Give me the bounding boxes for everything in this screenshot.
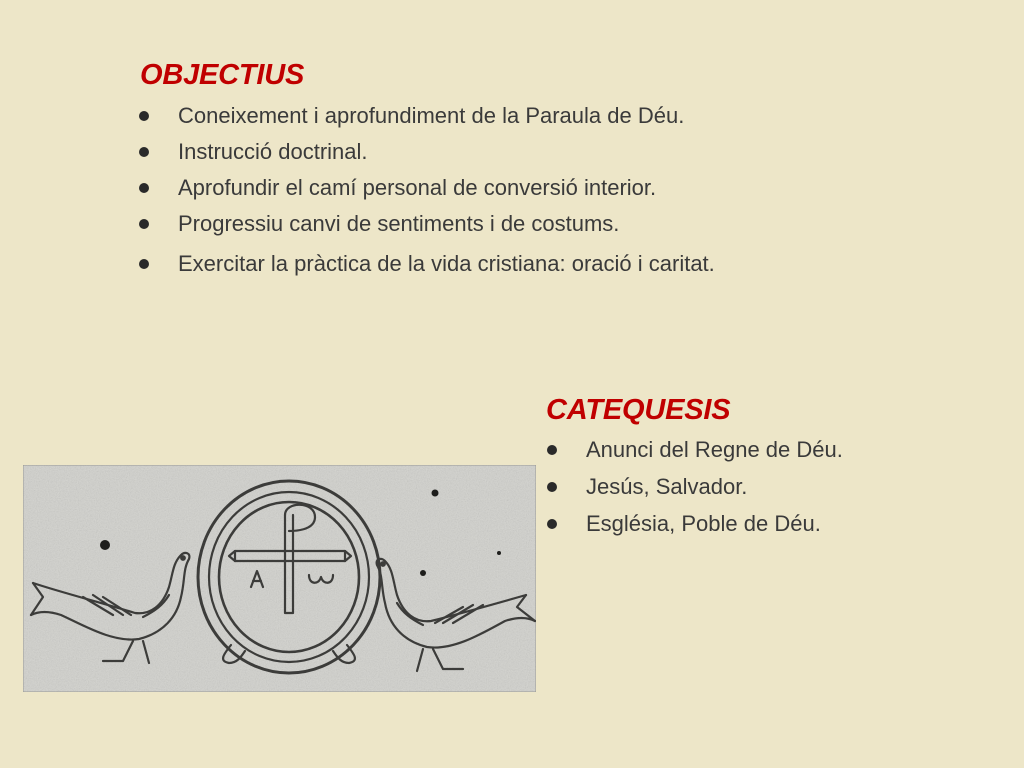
list-item-text: Instrucció doctrinal. — [178, 139, 368, 164]
catequesis-heading: CATEQUESIS — [546, 394, 731, 426]
bullet-icon — [547, 482, 557, 492]
list-item-text: Aprofundir el camí personal de conversió interior. — [178, 175, 657, 200]
list-item-text: Església, Poble de Déu. — [586, 511, 821, 536]
list-item — [138, 174, 715, 201]
list-item — [546, 473, 843, 500]
bullet-icon — [139, 219, 149, 229]
list-item-text: Jesús, Salvador. — [586, 474, 748, 499]
objectius-heading: OBJECTIUS — [140, 59, 305, 91]
list-item — [138, 210, 715, 237]
list-item — [138, 250, 715, 277]
list-item — [546, 510, 843, 537]
list-item — [138, 102, 715, 129]
objectius-list — [138, 102, 715, 286]
list-item — [546, 436, 843, 463]
list-item-text: Coneixement i aprofundiment de la Paraula de Déu. — [178, 103, 685, 128]
bullet-icon — [139, 183, 149, 193]
bullet-icon — [139, 259, 149, 269]
list-item-text: Progressiu canvi de sentiments i de costums. — [178, 211, 620, 236]
bullet-icon — [547, 519, 557, 529]
bullet-icon — [547, 445, 557, 455]
list-item — [138, 138, 715, 165]
list-item-text: Anunci del Regne de Déu. — [586, 437, 843, 462]
chi-rho-doves-carving-icon — [23, 465, 536, 692]
list-item-text: Exercitar la pràctica de la vida cristiana: oració i caritat. — [178, 251, 715, 276]
catequesis-list — [546, 436, 843, 547]
bullet-icon — [139, 147, 149, 157]
bullet-icon — [139, 111, 149, 121]
